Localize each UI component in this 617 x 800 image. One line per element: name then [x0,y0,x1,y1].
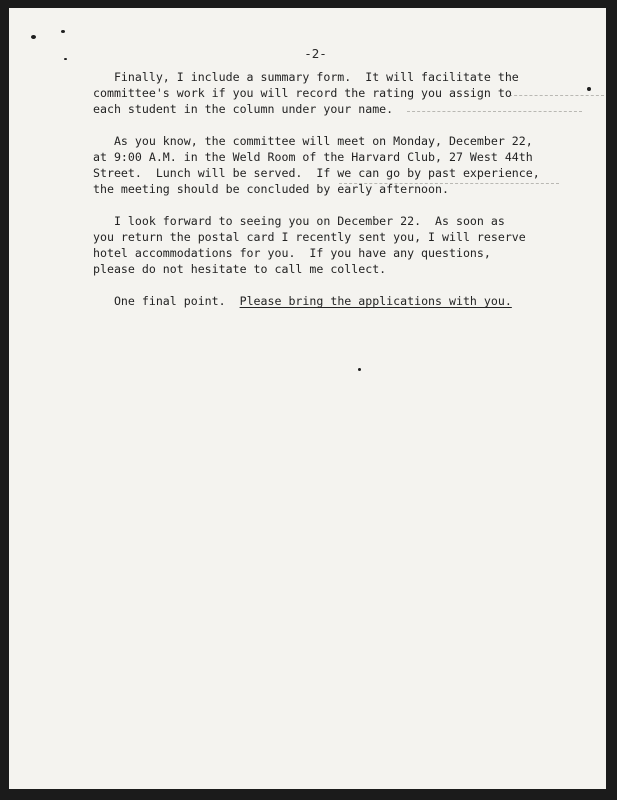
text-line: Finally, I include a summary form. It will facilitate the [93,70,519,84]
text-line: you return the postal card I recently sent you, I will reserve [93,230,526,244]
text-line: the meeting should be concluded by early afternoon. [93,182,449,196]
text-line: please do not hesitate to call me collect. [93,262,387,276]
text-line: committee's work if you will record the rating you assign to [93,86,512,100]
final-point-emphasis: Please bring the applications with you. [239,294,512,308]
paragraph-final-point [93,293,573,309]
final-point-lead: One final point. [93,294,240,308]
text-line: each student in the column under your name. [93,102,394,116]
ink-speck [31,35,36,39]
text-line [93,293,573,309]
paragraph-summary-form [93,69,573,117]
letter-body [93,69,573,325]
text-line: hotel accommodations for you. If you have any questions, [93,246,491,260]
text-line: I look forward to seeing you on December 22. As soon as [93,214,505,228]
page-number: -2- [304,46,327,61]
paragraph-accommodations [93,213,573,277]
ink-speck [587,87,591,91]
ink-speck [61,30,65,33]
text-line: Street. Lunch will be served. If we can go by past experience, [93,166,540,180]
text-line: As you know, the committee will meet on Monday, December 22, [93,134,533,148]
paragraph-meeting-details [93,133,573,197]
ink-speck [358,368,361,371]
document-page [9,8,606,789]
text-line: at 9:00 A.M. in the Weld Room of the Harvard Club, 27 West 44th [93,150,533,164]
